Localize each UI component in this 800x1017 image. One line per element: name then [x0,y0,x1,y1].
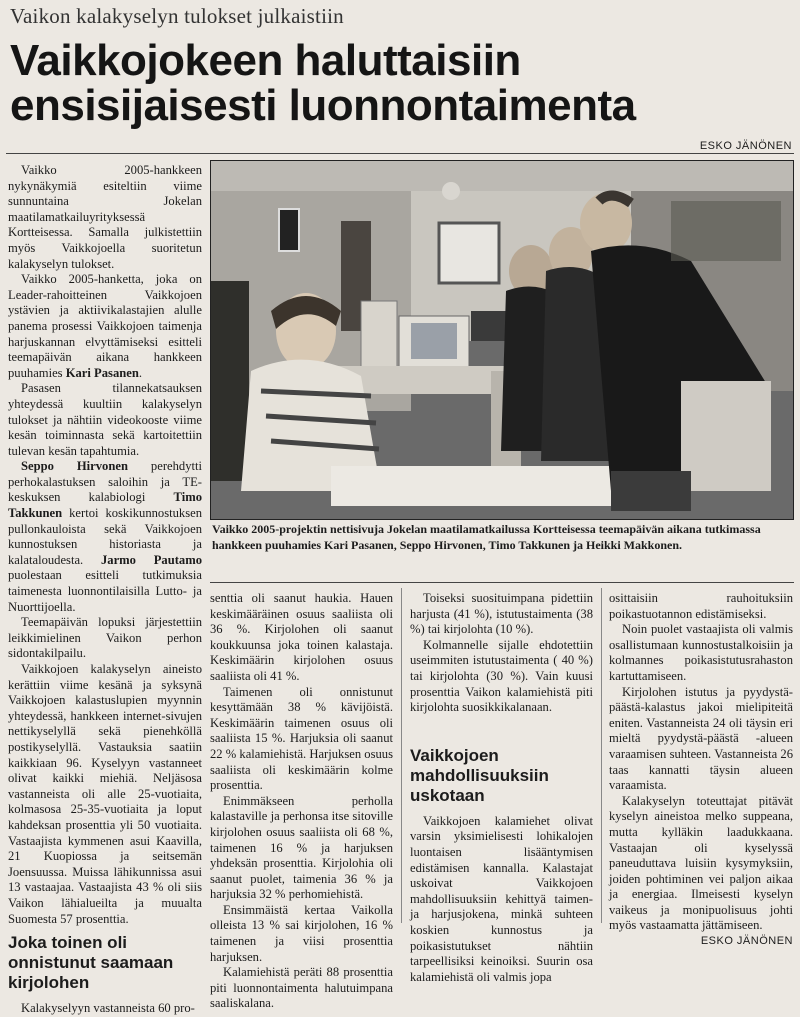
paragraph: Vaikkojoen kalakyselyn aineisto kerättiin viime kesänä ja syksynä Vaikkojoen kalastuslupien myynnin yhteydessä, hankkeen internet-sivujen nettikyselyllä sekä pienehköllä postikyselyllä. Vastauksia saatiin kaikkiaan 96. Kyselyyn vastanneet olivat kaikki miehiä. Neljäsosa vastanneista oli alle 25-vuotiaita, kolmasosa 25-35-vuotiaita ja loput kahdeksan prosenttia yli 50 vuotiaita. Vastaajista kymmenen asui Kaavilla, 21 Kuopiossa ja seitsemän Joensuussa. Muissa lähikunnissa asui 13 vastaajaa. Vastaajista 43 % oli siis Vaikon lähialueilta ja muualta Suomesta 57 prosenttia. [8,662,202,926]
article-column-2 [210,591,393,1012]
article-column-1 [8,163,202,1017]
subheading: Joka toinen oli onnistunut saamaan kirjolohen [8,933,174,993]
paragraph: Vaikko 2005-hankkeen nykynäkymiä esiteltiin viime sunnuntaina Jokelan maatilamatkailuyrityksessä Kortteisessa. Samalla julkistettiin myös Vaikkojoella suoritetun kalakyselyn tulokset. [8,163,202,271]
byline: ESKO JÄNÖNEN [699,140,792,152]
paragraph: Taimenen oli onnistunut kesyttämään 38 % kävijöistä. Keskimäärin taimenen osuus oli saaliista 15 %. Harjuksia oli saanut 22 % kalamiehistä. Harjuksen osuus saaliista oli keskimäärin kolme prosenttia. [210,684,393,793]
headline: Vaikkojokeen haluttaisiin ensisijaisesti luonnontaimenta [10,36,636,130]
paragraph: Kalakyselyyn vastanneista 60 pro- [21,1001,195,1016]
news-photo [210,160,794,520]
article-column-4 [609,591,793,950]
paragraph: Toiseksi suosituimpana pidettiin harjusta (41 %), istutustaimenta (38 %) tai kirjolohta (10 %). [410,591,593,637]
paragraph: Kolmannelle sijalle ehdotettiin useimmiten istutustaimenta ( 40 %) tai kirjolohta (30 %). Vain kuusi prosenttia Vaikon kalamiehistä piti kirjolohta suosikkikalanaan. [410,637,593,715]
paragraph: Vaikko 2005-hanketta, joka on Leader-rahoitteinen Vaikkojoen ystävien ja aktiivikalastajien alulle panema prosessi Vaikkojoen taimenja harjuskannan elvyttämiseksi esitteli teemapäivän aikana hankkeen puuhamies Kari Pasanen. [8,272,202,380]
caption-rule [210,582,794,583]
paragraph: osittaisiin rauhoituksiin poikastuotannon edistämiseksi. [609,591,793,621]
person-name: Kari Pasanen [65,365,139,380]
paragraph: Seppo Hirvonen perehdytti perhokalastuksen saloihin ja TE-keskuksen kalabiologi Timo Takkunen kertoi koskikunnostuksen pullonkauloista sekä Vaikkojoen kunnostuksen historiasta ja kalataloudesta. Jarmo Pautamo puolestaan esitteli tutkimuksia taimenesta luonnontilaisilla Lutto- ja Nuorttijoella. [8,459,202,614]
paragraph: Ensimmäistä kertaa Vaikolla olleista 13 % sai kirjolohen, 16 % taimenen ja viisi prosenttia harjuksen. [210,902,393,964]
paragraph: Kirjolohen istutus ja pyydystä-päästä-kalastus jakoi mielipiteitä eniten. Vastanneista 24 oli täysin eri mieltä pyydystä-päästä -alueen varaamisen suhteen. Vastanneista 26 taas kannatti täysin alueen varaamista. [609,684,793,793]
photo-image [211,161,793,519]
paragraph: Noin puolet vastaajista oli valmis osallistumaan kunnostustalkoisiin ja kolmannes poikasistutusrahaston kartuttamiseen. [609,622,793,683]
paragraph: Teemapäivän lopuksi järjestettiin leikkimielinen Vaikon perhon sidontakilpailu. [8,615,202,661]
header-rule [6,153,794,154]
paragraph: Kalakyselyn toteuttajat pitävät kyselyn aineistoa melko suppeana, mutta kylläkin laadukkaana. Vastaajan oli kyselyssä paneuduttava luisiin kysymyksiin, joiden pohtiminen vei paljon aikaa ja energiaa. Ilmeisesti kyselyn vaikeus ja monipuolisuus johti myös vastaamatta jättämiseen. [609,793,793,933]
column-divider [401,588,402,923]
paragraph: Kalamiehistä peräti 88 prosenttia piti luonnontaimenta halutuimpana saaliskalana. [210,965,393,1011]
subheading: Vaikkojoen mahdollisuuksiin uskotaan [410,745,549,805]
column-divider [601,588,602,923]
signature: ESKO JÄNÖNEN [700,935,793,948]
kicker: Vaikon kalakyselyn tulokset julkaistiin [10,4,344,28]
paragraph: Pasasen tilannekatsauksen yhteydessä kuultiin kalakyselyn tulokset ja nähtiin videokooste viime kesän toiminnasta sekä kartoitettiin tulevan kesän tapahtumia. [8,381,202,458]
paragraph: Enimmäkseen perholla kalastaville ja perhonsa itse sitoville kirjolohen osuus saaliista oli 68 %, taimenen 16 % ja harjuksen yhdeksän prosenttia. Kirjolohia oli saanut puolet, taimenia 36 % ja harjuksia 32 % perhomiehistä. [210,793,393,902]
photo-caption: Vaikko 2005-projektin nettisivuja Jokelan maatilamatkailussa Kortteisessa teemapäivän aikana tutkimassa hankkeen puuhamies Kari Pasanen, Seppo Hirvonen, Timo Takkunen ja Heikki Makkonen. [212,522,761,552]
paragraph: Vaikkojoen kalamiehet olivat varsin yksimielisesti lohikalojen luontaisen lisääntymisen edistämisen kannalla. Kalastajat uskoivat Vaikkojoen mahdollisuuksiin kehittyä taimen- ja harjusjokena, minkä suhteen koskien kunnostus ja poikasistutukset nähtiin tarpeellisiksi keinoiksi. Suurin osa kalamiehistä oli valmis jopa [410,813,593,984]
article-column-3 [410,591,593,985]
paragraph: senttia oli saanut haukia. Hauen keskimääräinen osuus saaliista oli 36 %. Kirjolohen oli saanut koukkuunsa joka toinen kalastaja. Keskimäärin kirjolohen osuus saaliista oli 41 %. [210,591,393,683]
